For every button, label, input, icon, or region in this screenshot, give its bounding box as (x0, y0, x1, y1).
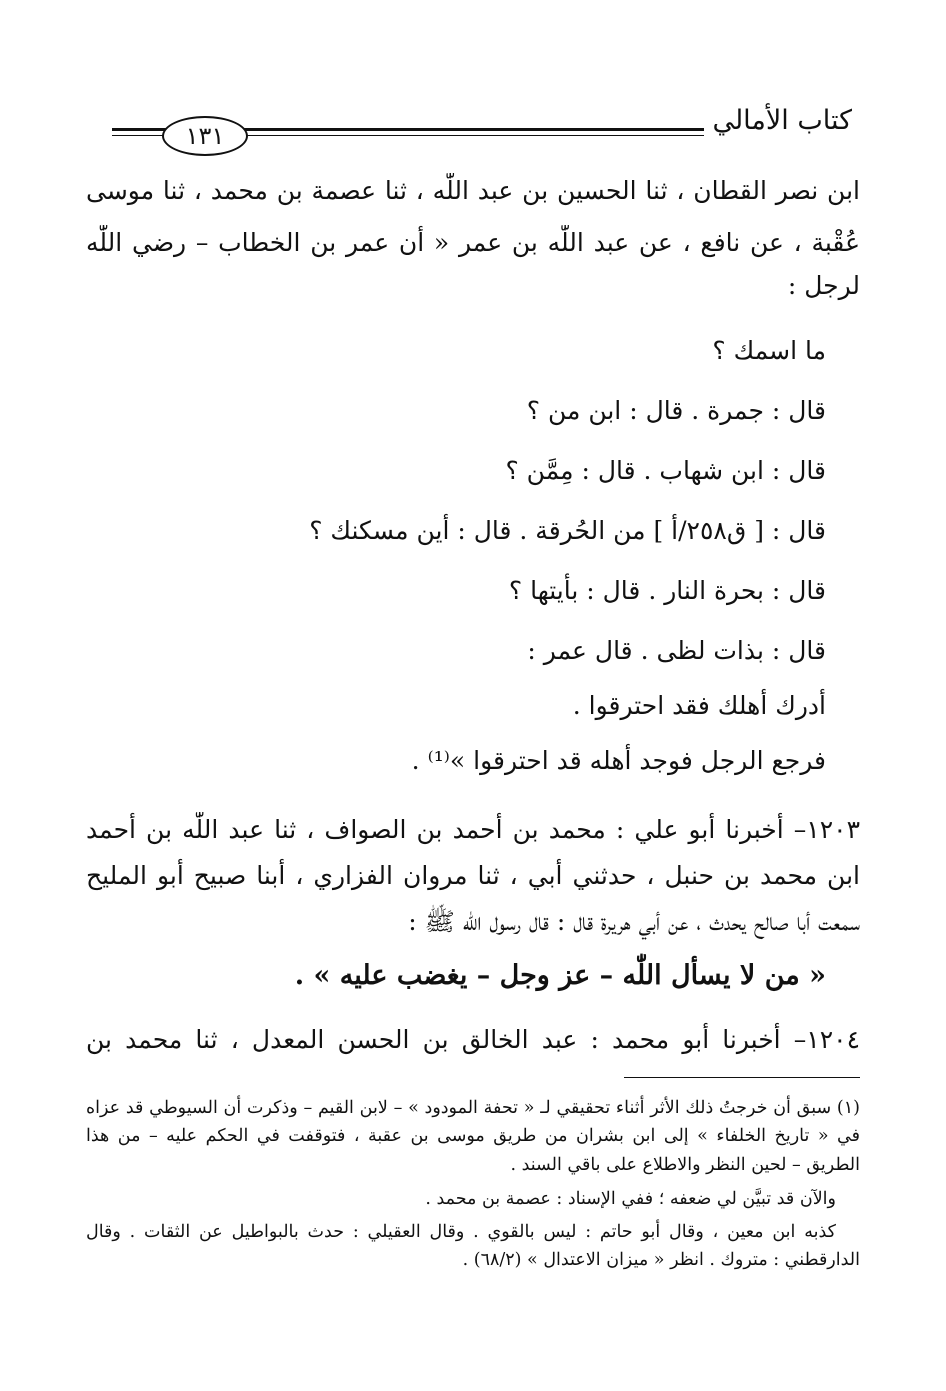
book-title: كتاب الأمالي (704, 104, 852, 138)
footnote-line: في « تاريخ الخلفاء » إلى ابن بشران من طريق موسى بن عقبة ، فتوقفت في الحكم عليه – من هذا (86, 1126, 860, 1146)
footnote-separator (624, 1077, 860, 1078)
text-line: سمعت أبا صالح يحدث ، عن أبي هريرة قال : قال رسول اللّٰه ﷺ : (408, 907, 860, 936)
text-line: ١٢٠٣– أخبرنا أبو علي : محمد بن أحمد بن الصواف ، ثنا عبد اللّٰه بن أحمد (86, 815, 860, 844)
text-line: قال : بذات لظى . قال عمر : (527, 636, 826, 665)
hadith-text: « من لا يسأل اللّٰه – عز وجل – يغضب عليه » . (294, 960, 826, 991)
text-line: قال : [ ق٢٥٨/أ ] من الحُرقة . قال : أين مسكنك ؟ (309, 516, 826, 545)
text-line: فرجع الرجل فوجد أهله قد احترقوا »⁽¹⁾ . (411, 746, 826, 775)
footnote-line: الطريق – لحين النظر والاطلاع على باقي السند . (510, 1155, 860, 1175)
footnote-line: الدارقطني : متروك . انظر « ميزان الاعتدال » (٦٨/٢) . (462, 1250, 860, 1270)
page-number: ١٣١ (162, 116, 248, 156)
text-line: ابن محمد بن حنبل ، حدثني أبي ، ثنا مروان الفزاري ، أبنا صبيح أبو المليح (86, 861, 860, 890)
page-header (112, 100, 852, 164)
text-line: أدرك أهلك فقد احترقوا . (572, 691, 826, 720)
text-line: ما اسمك ؟ (712, 336, 826, 365)
text-line: ١٢٠٤– أخبرنا أبو محمد : عبد الخالق بن الحسن المعدل ، ثنا محمد بن (86, 1025, 860, 1054)
text-line: ابن نصر القطان ، ثنا الحسين بن عبد اللّٰه ، ثنا عصمة بن محمد ، ثنا موسى (86, 176, 860, 205)
footnote-line: كذبه ابن معين ، وقال أبو حاتم : ليس بالقوي . وقال العقيلي : حدث بالبواطيل عن الثقات . وقال (86, 1222, 836, 1242)
text-line: عُقْبة ، عن نافع ، عن عبد اللّٰه بن عمر « أن عمر بن الخطاب – رضي اللّٰه (86, 228, 860, 257)
text-line: لرجل : (787, 271, 860, 300)
text-line: قال : بحرة النار . قال : بأيتها ؟ (508, 576, 826, 605)
footnote-line: (١) سبق أن خرجتُ ذلك الأثر أثناء تحقيقي لـ « تحفة المودود » – لابن القيم – وذكرت أن السيوطي قد عزاه (86, 1098, 860, 1118)
text-line: قال : ابن شهاب . قال : مِمَّن ؟ (505, 456, 826, 485)
footnote-line: والآن قد تبيَّن لي ضعفه ؛ ففي الإسناد : عصمة بن محمد . (425, 1189, 836, 1209)
text-line: قال : جمرة . قال : ابن من ؟ (526, 396, 826, 425)
